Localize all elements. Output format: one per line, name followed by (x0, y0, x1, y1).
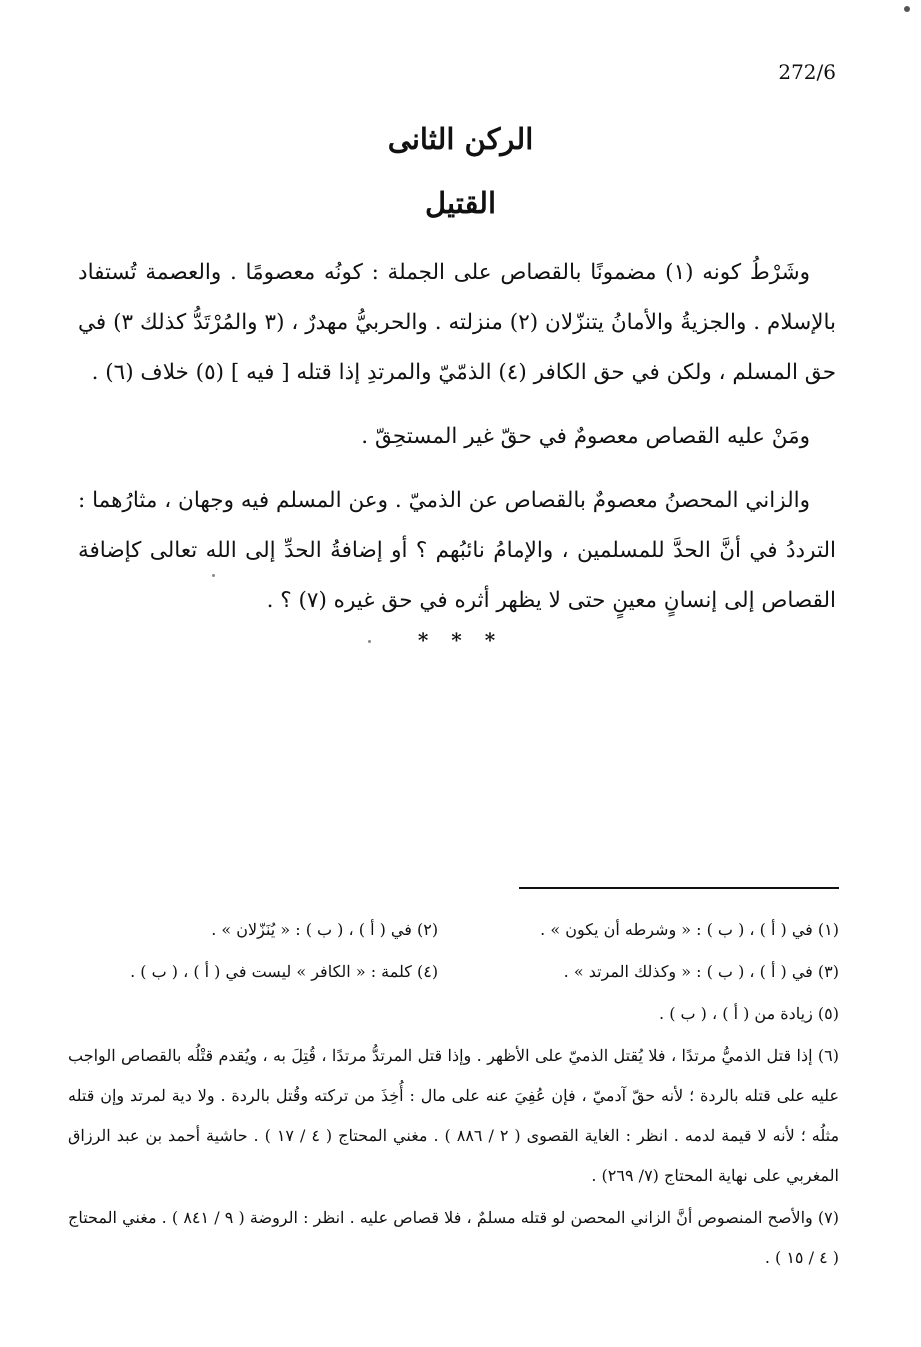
footnote-1: (١) في ( أ ) ، ( ب ) : « وشرطه أن يكون » . (540, 920, 839, 939)
footnote-6: (٦) إذا قتل الذميُّ مرتدًا ، فلا يُقتل الذميّ على الأظهر . وإذا قتل المرتدُّ مرتدًا ، قُتِلَ به ، ويُقدم قتْلُه بالقصاص الواجب عليه على قتله بالردة ؛ لأنه حقّ آدميّ ، فإن عُفِيَ عنه على مال : أُخِذَ من تركته وقُتل بالردة . ولا دية لمرتد وإن قتله مثلُه ؛ لأنه لا قيمة لدمه . انظر : الغاية القصوى ( ٢ / ٨٨٦ ) . مغني المحتاج ( ٤ / ١٧ ) . حاشية أحمد بن عبد الرزاق المغربي على نهاية المحتاج (٧/ ٢٦٩) . (68, 1046, 840, 1185)
footnotes (68, 910, 839, 1280)
paragraph: ومَنْ عليه القصاص معصومٌ في حقّ غير المستحِقّ . (361, 424, 810, 449)
section-heading: الركن الثانى (387, 122, 534, 156)
footnote-3: (٣) في ( أ ) ، ( ب ) : « وكذلك المرتد » . (563, 962, 839, 981)
footnote-row (68, 994, 839, 1036)
footnote-4: (٤) كلمة : « الكافر » ليست في ( أ ) ، ( ب ) . (130, 962, 439, 981)
main-text (78, 248, 836, 640)
scan-speck (368, 640, 371, 643)
paragraph: والزاني المحصنُ معصومٌ بالقصاص عن الذميّ . وعن المسلم فيه وجهان ، مثارُهما : الترددُ في أنَّ الحدَّ للمسلمين ، والإمامُ نائبُهم ؟ أو إضافةُ الحدِّ إلى الله تعالى كإضافة القصاص إلى إنسانٍ معينٍ حتى لا يظهر أثره في حق غيره (٧) ؟ . (78, 488, 836, 613)
footnote-row (68, 952, 839, 994)
subject-heading: القتيل (424, 186, 497, 220)
footnote-5: (٥) زيادة من ( أ ) ، ( ب ) . (659, 1004, 839, 1023)
section-separator: * * * (417, 628, 504, 652)
footnote-rule (519, 887, 839, 889)
scan-speck (212, 574, 215, 577)
footnote-row (68, 910, 839, 952)
scan-speck (904, 6, 910, 12)
footnote-2: (٢) في ( أ ) ، ( ب ) : « يُنَزّلان » . (211, 920, 439, 939)
footnote-7: (٧) والأصح المنصوص أنَّ الزاني المحصن لو قتله مسلمٌ ، فلا قصاص عليه . انظر : الروضة ( ٩ / ٨٤١ ) . مغني المحتاج ( ٤ / ١٥ ) . (68, 1208, 839, 1267)
paragraph: وشَرْطُ كونه (١) مضمونًا بالقصاص على الجملة : كونُه معصومًا . والعصمة تُستفاد بالإسلام . والجزيةُ والأمانُ يتنزّلان (٢) منزلته . والحربيُّ مهدرٌ ، (٣ والمُرْتَدُّ كذلك ٣) في حق المسلم ، ولكن في حق الكافر (٤) الذمّيّ والمرتدِ إذا قتله [ فيه ] (٥) خلاف (٦) . (78, 260, 837, 385)
page-reference: 272/6 (778, 60, 836, 84)
